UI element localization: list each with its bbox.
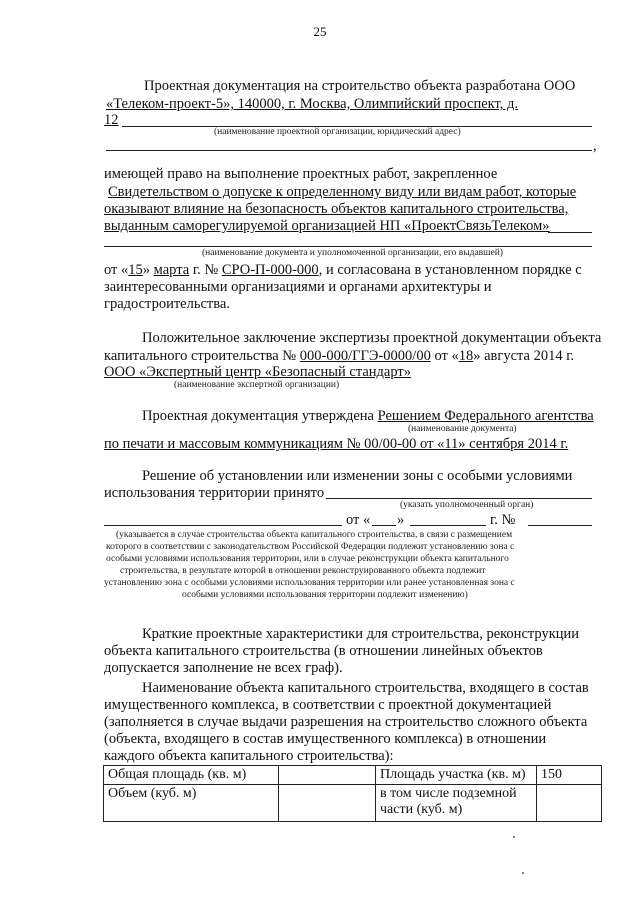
p1-comma: , <box>593 138 597 154</box>
p2-line4: выданным саморегулируемой организацией НП «ПроектСвязьТелеком» <box>104 218 550 234</box>
p5-from: от « <box>346 512 371 528</box>
total-area-label: Общая площадь (кв. м) <box>104 766 279 785</box>
p6-line1: Краткие проектные характеристики для строительства, реконструкции <box>142 626 580 642</box>
total-area-value <box>279 766 376 785</box>
p1-caption: (наименование проектной организации, юридический адрес) <box>214 127 461 137</box>
p2-line1: имеющей право на выполнение проектных работ, закрепленное <box>104 166 498 182</box>
p2-line7: градостроительства. <box>104 296 230 312</box>
volume-label: Объем (куб. м) <box>104 785 279 822</box>
p4-line1: Проектная документация утверждена Решением Федерального агентства <box>142 408 594 424</box>
p4-line2: по печати и массовым коммуникациям № 00/00-00 от «11» сентября 2014 г. <box>104 436 569 452</box>
p2-blank-line <box>104 246 592 247</box>
p5-note1: (указывается в случае строительства объекта капитального строительства, в связи с размещением <box>116 530 513 540</box>
p5-quote-close: » <box>397 512 405 528</box>
p5-note2: которого в соответствии с законодательством Российской Федерации подлежит установлению зона с <box>106 542 515 552</box>
p5-note6: особыми условиями использования территории подлежит изменению) <box>182 590 468 600</box>
underground-value <box>537 785 602 822</box>
p7-line5: каждого объекта капитального строительства): <box>104 748 394 764</box>
p5-month-blank <box>410 525 486 526</box>
plot-area-label: Площадь участка (кв. м) <box>376 766 537 785</box>
underground-label: в том числе подземной части (куб. м) <box>376 785 537 822</box>
p7-line1: Наименование объекта капитального строительства, входящего в состав <box>142 680 589 696</box>
p1-line2: «Телеком-проект-5», 140000, г. Москва, Олимпийский проспект, д. <box>106 96 519 112</box>
p5-caption: (указать уполномоченный орган) <box>400 500 534 510</box>
p2-caption: (наименование документа и уполномоченной организации, его выдавшей) <box>202 248 503 258</box>
p5-note5: установлению зона с особыми условиями использования территории или ранее установленная зона с <box>104 578 515 588</box>
p2-line5: от «15» марта г. № СРО-П-000-000, и согласована в установленном порядке с <box>104 262 582 278</box>
scan-speck <box>513 836 515 838</box>
p1-line3: 12 <box>104 112 119 128</box>
p6-line3: допускается заполнение не всех граф). <box>104 660 343 676</box>
p7-line3: (заполняется в случае выдачи разрешения на строительство сложного объекта <box>104 714 588 730</box>
p5-line1: Решение об установлении или изменении зоны с особыми условиями <box>142 468 573 484</box>
p5-note3: особыми условиями использования территории, или в случае реконструкции объекта капитального <box>106 554 509 564</box>
p7-line2: имущественного комплекса, в соответствии с проектной документацией <box>104 697 552 713</box>
p2-line2: Свидетельством о допуске к определенному виду или видам работ, которые <box>108 184 577 200</box>
p5-number-blank <box>528 525 592 526</box>
p4-caption: (наименование документа) <box>408 424 517 434</box>
p5-day-blank <box>372 525 396 526</box>
p3-line1: Положительное заключение экспертизы проектной документации объекта <box>142 330 602 346</box>
scan-speck <box>522 872 524 874</box>
p5-line2: использования территории принято <box>104 485 325 501</box>
characteristics-table <box>103 765 602 822</box>
p3-line3: ООО «Экспертный центр «Безопасный стандарт» <box>104 364 412 380</box>
page-number: 25 <box>313 24 327 39</box>
p1-blank-line <box>106 150 592 151</box>
p3-line2: капитального строительства № 000-000/ГГЭ-0000/00 от «18» августа 2014 г. <box>104 348 575 364</box>
table-row <box>104 766 602 785</box>
p3-caption: (наименование экспертной организации) <box>174 380 340 390</box>
p1-line1: Проектная документация на строительство объекта разработана ООО <box>144 78 576 94</box>
p5-note4: строительства, в результате которой в отношении реконструированного объекта подлежит <box>120 566 486 576</box>
p2-line3: оказывают влияние на безопасность объектов капитального строительства, <box>104 201 569 217</box>
p6-line2: объекта капитального строительства (в отношении линейных объектов <box>104 643 543 659</box>
table-row <box>104 785 602 822</box>
p2-line4-underline <box>548 232 592 233</box>
p5-doc-blank <box>104 525 342 526</box>
volume-value <box>279 785 376 822</box>
p5-year-no: г. № <box>490 512 516 528</box>
p5-authority-blank <box>326 498 592 499</box>
plot-area-value: 150 <box>537 766 602 785</box>
p7-line4: (объекта, входящего в состав имущественного комплекса) в отношении <box>104 731 547 747</box>
p2-line6: заинтересованными организациями и органами архитектуры и <box>104 279 492 295</box>
